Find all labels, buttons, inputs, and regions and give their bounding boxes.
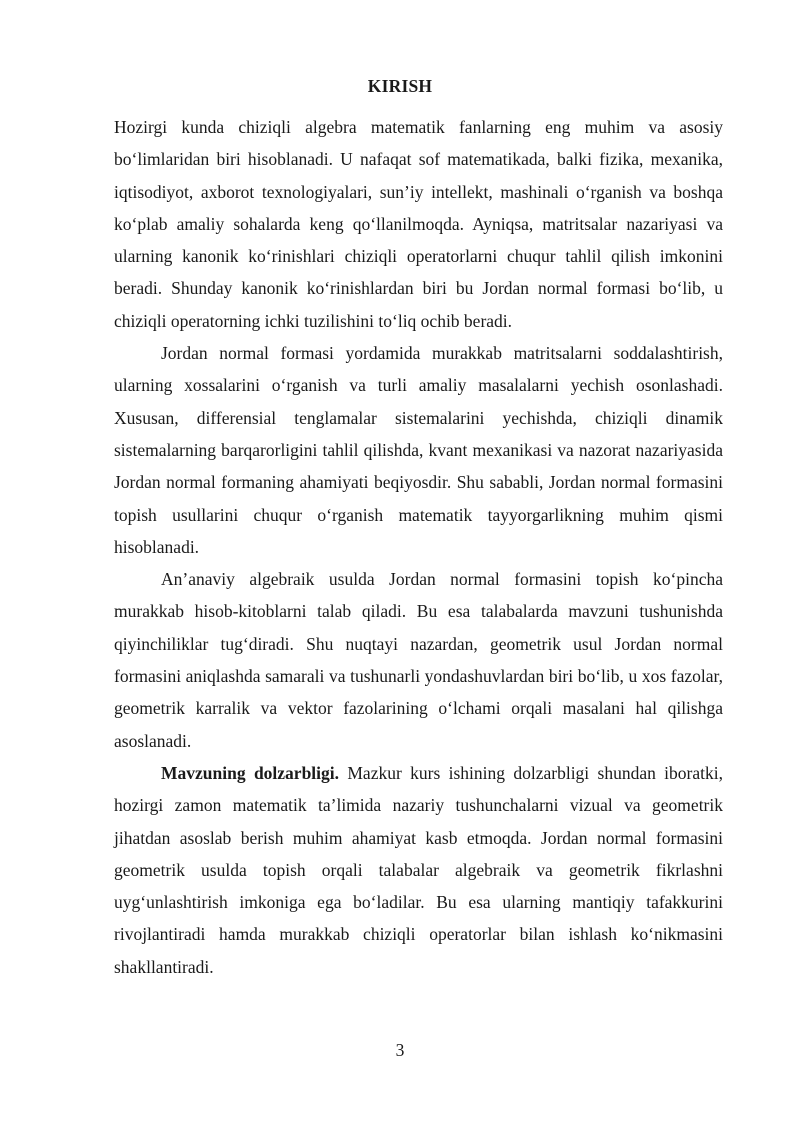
- body-text: [114, 111, 723, 983]
- paragraph-text: Jordan normal formasi yordamida murakkab matritsalarni soddalashtirish, ularning xossalarini o‘rganish va turli amaliy masalalarni yechish osonlashadi. Xususan, differensial tenglamalar sistemalarini yechishda, chiziqli dinamik sistemalarning barqarorligini tahlil qilishda, kvant mexanikasi va nazorat nazariyasida Jordan normal formaning ahamiyati beqiyosdir. Shu sababli, Jordan normal formasini topish usullarini chuqur o‘rganish matematik tayyorgarlikning muhim qismi hisoblanadi.: [114, 343, 723, 557]
- paragraph-introduction: [114, 111, 723, 337]
- paragraph-text: Hozirgi kunda chiziqli algebra matematik fanlarning eng muhim va asosiy bo‘limlaridan biri hisoblanadi. U nafaqat sof matematikada, balki fizika, mexanika, iqtisodiyot, axborot texnologiyalari, sun’iy intellekt, mashinali o‘rganish va boshqa ko‘plab amaliy sohalarda keng qo‘llanilmoqda. Ayniqsa, matritsalar nazariyasi va ularning kanonik ko‘rinishlari chiziqli operatorlarni chuqur tahlil qilish imkonini beradi. Shunday kanonik ko‘rinishlardan biri bu Jordan normal formasi bo‘lib, u chiziqli operatorning ichki tuzilishini to‘liq ochib beradi.: [114, 117, 723, 331]
- paragraph-text: An’anaviy algebraik usulda Jordan normal formasini topish ko‘pincha murakkab hisob-kitoblarni talab qiladi. Bu esa talabalarda mavzuni tushunishda qiyinchiliklar tug‘diradi. Shu nuqtayi nazardan, geometrik usul Jordan normal formasini aniqlashda samarali va tushunarli yondashuvlardan biri bo‘lib, u xos fazolar, geometrik karralik va vektor fazolarining o‘lchami orqali masalani hal qilishga asoslanadi.: [114, 569, 723, 751]
- section-heading: KIRISH: [367, 76, 433, 96]
- page-number: 3: [395, 1040, 405, 1060]
- paragraph-relevance: [114, 757, 723, 983]
- paragraph-text: Mazkur kurs ishining dolzarbligi shundan iboratki, hozirgi zamon matematik ta’limida nazariy tushunchalarni vizual va geometrik jihatdan asoslab berish muhim ahamiyat kasb etmoqda. Jordan normal formasini geometrik usulda topish orqali talabalar algebraik va geometrik fikrlashni uyg‘unlashtirish imkoniga ega bo‘ladilar. Bu esa ularning mantiqiy tafakkurini rivojlantiradi hamda murakkab chiziqli operatorlar bilan ishlash ko‘nikmasini shakllantiradi.: [114, 762, 723, 977]
- paragraph-jordan-usage: [114, 337, 723, 563]
- paragraph-algebraic-method: [114, 563, 723, 757]
- paragraph-lead-title: Mavzuning dolzarbligi.: [161, 762, 340, 783]
